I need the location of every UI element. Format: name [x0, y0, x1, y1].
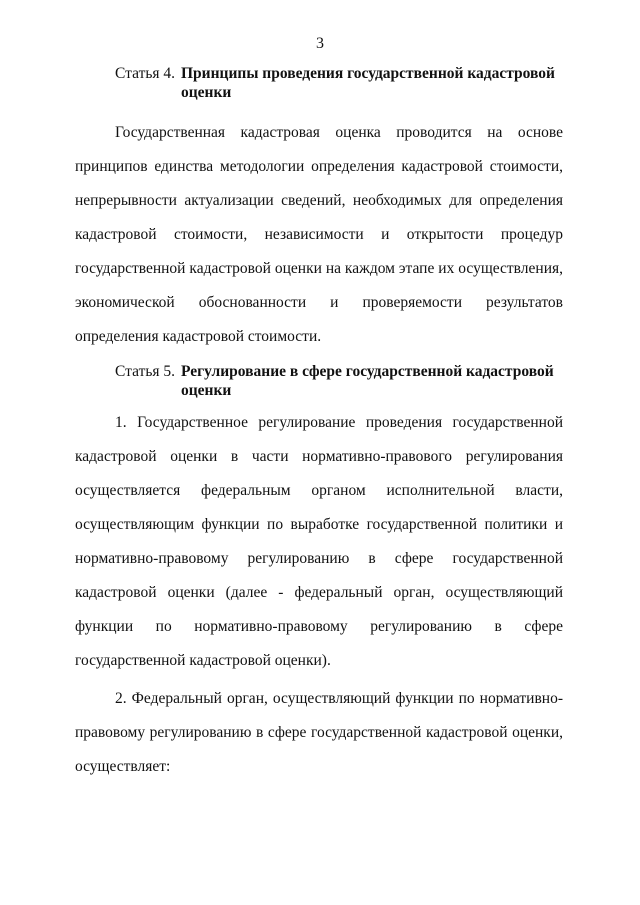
article-4-title-continued: оценки: [181, 84, 232, 101]
article-4-number: Статья 4.: [115, 65, 176, 82]
article-5-heading: [115, 362, 554, 400]
article-5-title: Регулирование в сфере государственной кадастровой: [181, 363, 554, 380]
article-5-paragraph-1: 1. Государственное регулирование проведения государственной кадастровой оценки в части нормативно-правового регулирования осуществляется федеральным органом исполнительной власти, осуществляющим функции по выработке государственной политики и нормативно-правовому регулированию в сфере государственной кадастровой оценки (далее - федеральный орган, осуществляющий функции по нормативно-правовому регулированию в сфере государственной кадастровой оценки).: [75, 414, 563, 669]
page-number: 3: [316, 35, 324, 52]
article-5-title-continued: оценки: [181, 382, 232, 399]
article-4-text: Государственная кадастровая оценка проводится на основе принципов единства методологии определения кадастровой стоимости, непрерывности актуализации сведений, необходимых для определения кадастровой стоимости, независимости и открытости процедур государственной кадастровой оценки на каждом этапе их осуществления, экономической обоснованности и проверяемости результатов определения кадастровой стоимости.: [75, 124, 563, 345]
article-4-title: Принципы проведения государственной кадастровой: [181, 65, 555, 82]
article-5-number: Статья 5.: [115, 363, 176, 380]
article-4-heading: [115, 64, 555, 102]
article-5-paragraph-2: 2. Федеральный орган, осуществляющий функции по нормативно-правовому регулированию в сфере государственной кадастровой оценки, осуществляет:: [75, 690, 563, 775]
